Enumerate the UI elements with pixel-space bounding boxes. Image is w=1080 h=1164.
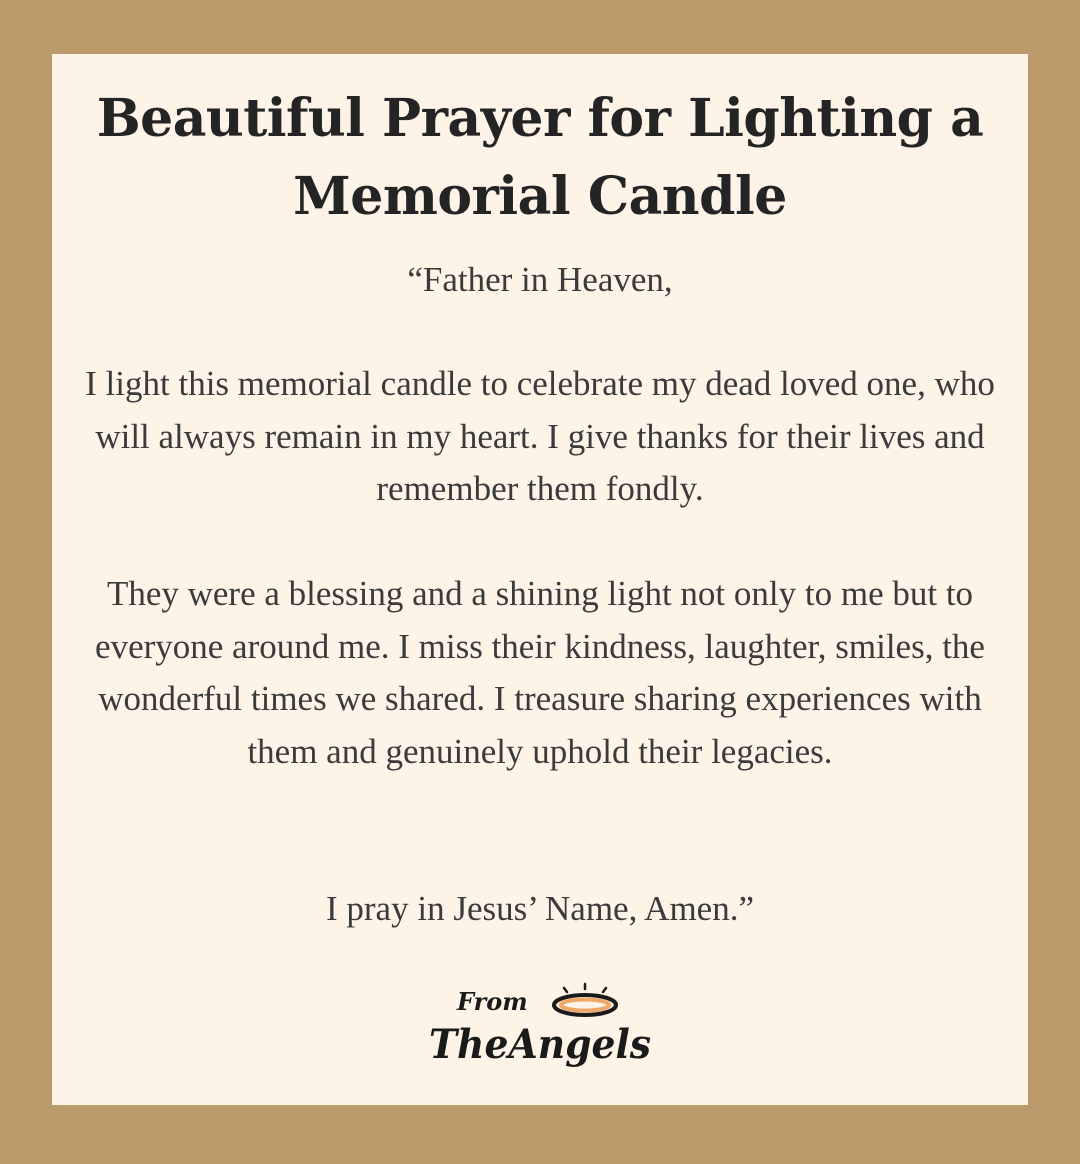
prayer-card (52, 54, 1028, 1105)
prayer-greeting: “Father in Heaven, (407, 260, 673, 299)
logo-from-text: From (457, 987, 528, 1016)
logo-the-angels-text: TheAngels (429, 1021, 651, 1068)
from-the-angels-logo (427, 974, 657, 1074)
page-title: Beautiful Prayer for Lighting a Memorial Candle (96, 88, 984, 227)
prayer-closing: I pray in Jesus’ Name, Amen.” (326, 889, 754, 928)
prayer-paragraph-two: They were a blessing and a shining light not only to me but to everyone around me. I miss their kindness, laughter, smiles, the wonderful times we shared. I treasure sharing experiences with them and genuinely uphold their legacies. (95, 574, 985, 771)
halo-icon (554, 984, 616, 1015)
prayer-paragraph-one: I light this memorial candle to celebrate my dead loved one, who will always remain in my heart. I give thanks for their lives and remember them fondly. (85, 364, 995, 508)
